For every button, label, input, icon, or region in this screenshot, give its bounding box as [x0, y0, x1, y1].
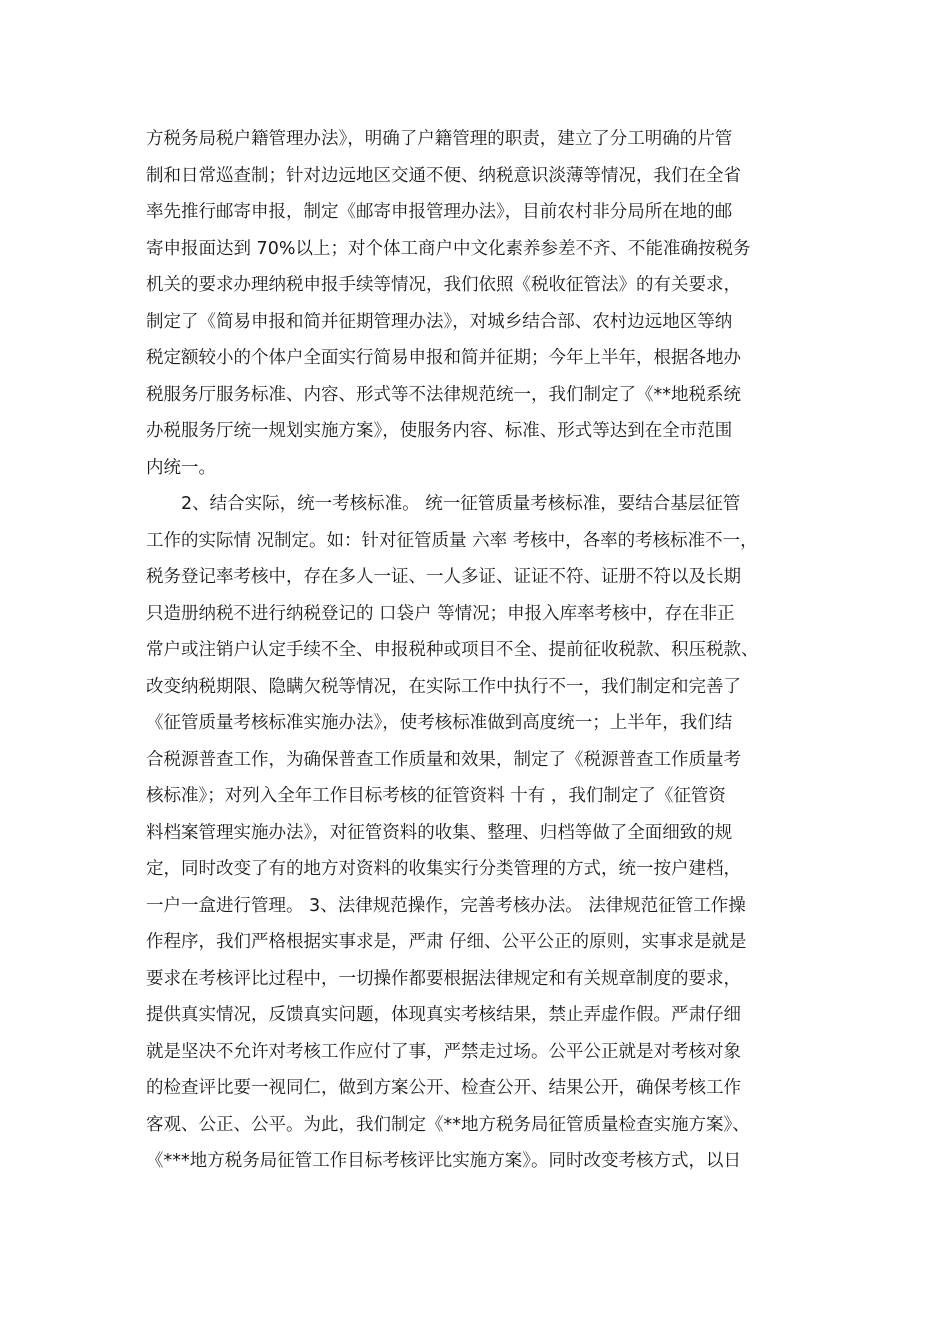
- text-line: 税定额较小的个体户全面实行简易申报和简并征期；今年上半年，根据各地办: [146, 348, 741, 368]
- text-line: 常户或注销户认定手续不全、申报税种或项目不全、提前征收税款、积压税款、: [146, 640, 759, 660]
- text-line: 2、结合实际，统一考核标准。 统一征管质量考核标准，要结合基层征管: [146, 494, 741, 514]
- text-line: 方税务局税户籍管理办法》，明确了户籍管理的职责，建立了分工明确的片管: [146, 129, 733, 149]
- text-line: 税服务厅服务标准、内容、形式等不法律规范统一，我们制定了《**地税系统: [146, 384, 741, 405]
- text-line: 提供真实情况，反馈真实问题，体现真实考核结果，禁止弄虚作假。严肃仔细: [146, 1005, 741, 1025]
- text-line: 只造册纳税不进行纳税登记的 口袋户 等情况；申报入库率考核中，存在非正: [146, 603, 735, 624]
- text-line: 税务登记率考核中，存在多人一证、一人多证、证证不符、证册不符以及长期: [146, 567, 741, 587]
- text-line: 《征管质量考核标准实施办法》，使考核标准做到高度统一；上半年，我们结: [146, 713, 733, 733]
- text-line: 改变纳税期限、隐瞒欠税等情况，在实际工作中执行不一，我们制定和完善了: [146, 676, 741, 697]
- text-line: 一户一盒进行管理。 3、法律规范操作，完善考核办法。 法律规范征管工作操: [146, 895, 746, 916]
- text-line: 制和日常巡查制；针对边远地区交通不便、纳税意识淡薄等情况，我们在全省: [146, 165, 741, 186]
- text-line: 办税服务厅统一规划实施方案》，使服务内容、标准、形式等达到在全市范围: [146, 421, 733, 441]
- text-line: 制定了《简易申报和简并征期管理办法》，对城乡结合部、农村边远地区等纳: [146, 311, 733, 332]
- text-line: 就是坚决不允许对考核工作应付了事，严禁走过场。公平公正就是对考核对象: [146, 1041, 741, 1062]
- text-line: 内统一。: [146, 457, 216, 478]
- text-line: 客观、公正、公平。为此，我们制定《**地方税务局征管质量检查实施方案》、: [146, 1114, 750, 1135]
- text-line: 料档案管理实施办法》，对征管资料的收集、整理、归档等做了全面细致的规: [146, 822, 733, 843]
- text-line: 率先推行邮寄申报，制定《邮寄申报管理办法》，目前农村非分局所在地的邮: [146, 202, 733, 222]
- text-line: 机关的要求办理纳税申报手续等情况，我们依照《税收征管法》的有关要求，: [146, 275, 741, 295]
- text-line: 《***地方税务局征管工作目标考核评比实施方案》。同时改变考核方式，以日: [146, 1151, 741, 1171]
- text-line: 要求在考核评比过程中，一切操作都要根据法律规定和有关规章制度的要求，: [146, 968, 741, 989]
- body-text: [146, 121, 826, 1180]
- text-line: 寄申报面达到 70%以上；对个体工商户中文化素养参差不齐、不能准确按税务: [146, 238, 751, 259]
- text-line: 的检查评比要一视同仁，做到方案公开、检查公开、结果公开，确保考核工作: [146, 1078, 741, 1098]
- text-line: 定，同时改变了有的地方对资料的收集实行分类管理的方式，统一按户建档，: [146, 859, 741, 879]
- text-line: 工作的实际情 况制定。如：针对征管质量 六率 考核中，各率的考核标准不一，: [146, 530, 758, 551]
- text-line: 核标准》；对列入全年工作目标考核的征管资料 十有 ，我们制定了《征管资: [146, 786, 726, 806]
- text-line: 合税源普查工作，为确保普查工作质量和效果，制定了《税源普查工作质量考: [146, 749, 741, 770]
- text-line: 作程序，我们严格根据实事求是，严肃 仔细、公平公正的原则，实事求是就是: [146, 932, 747, 952]
